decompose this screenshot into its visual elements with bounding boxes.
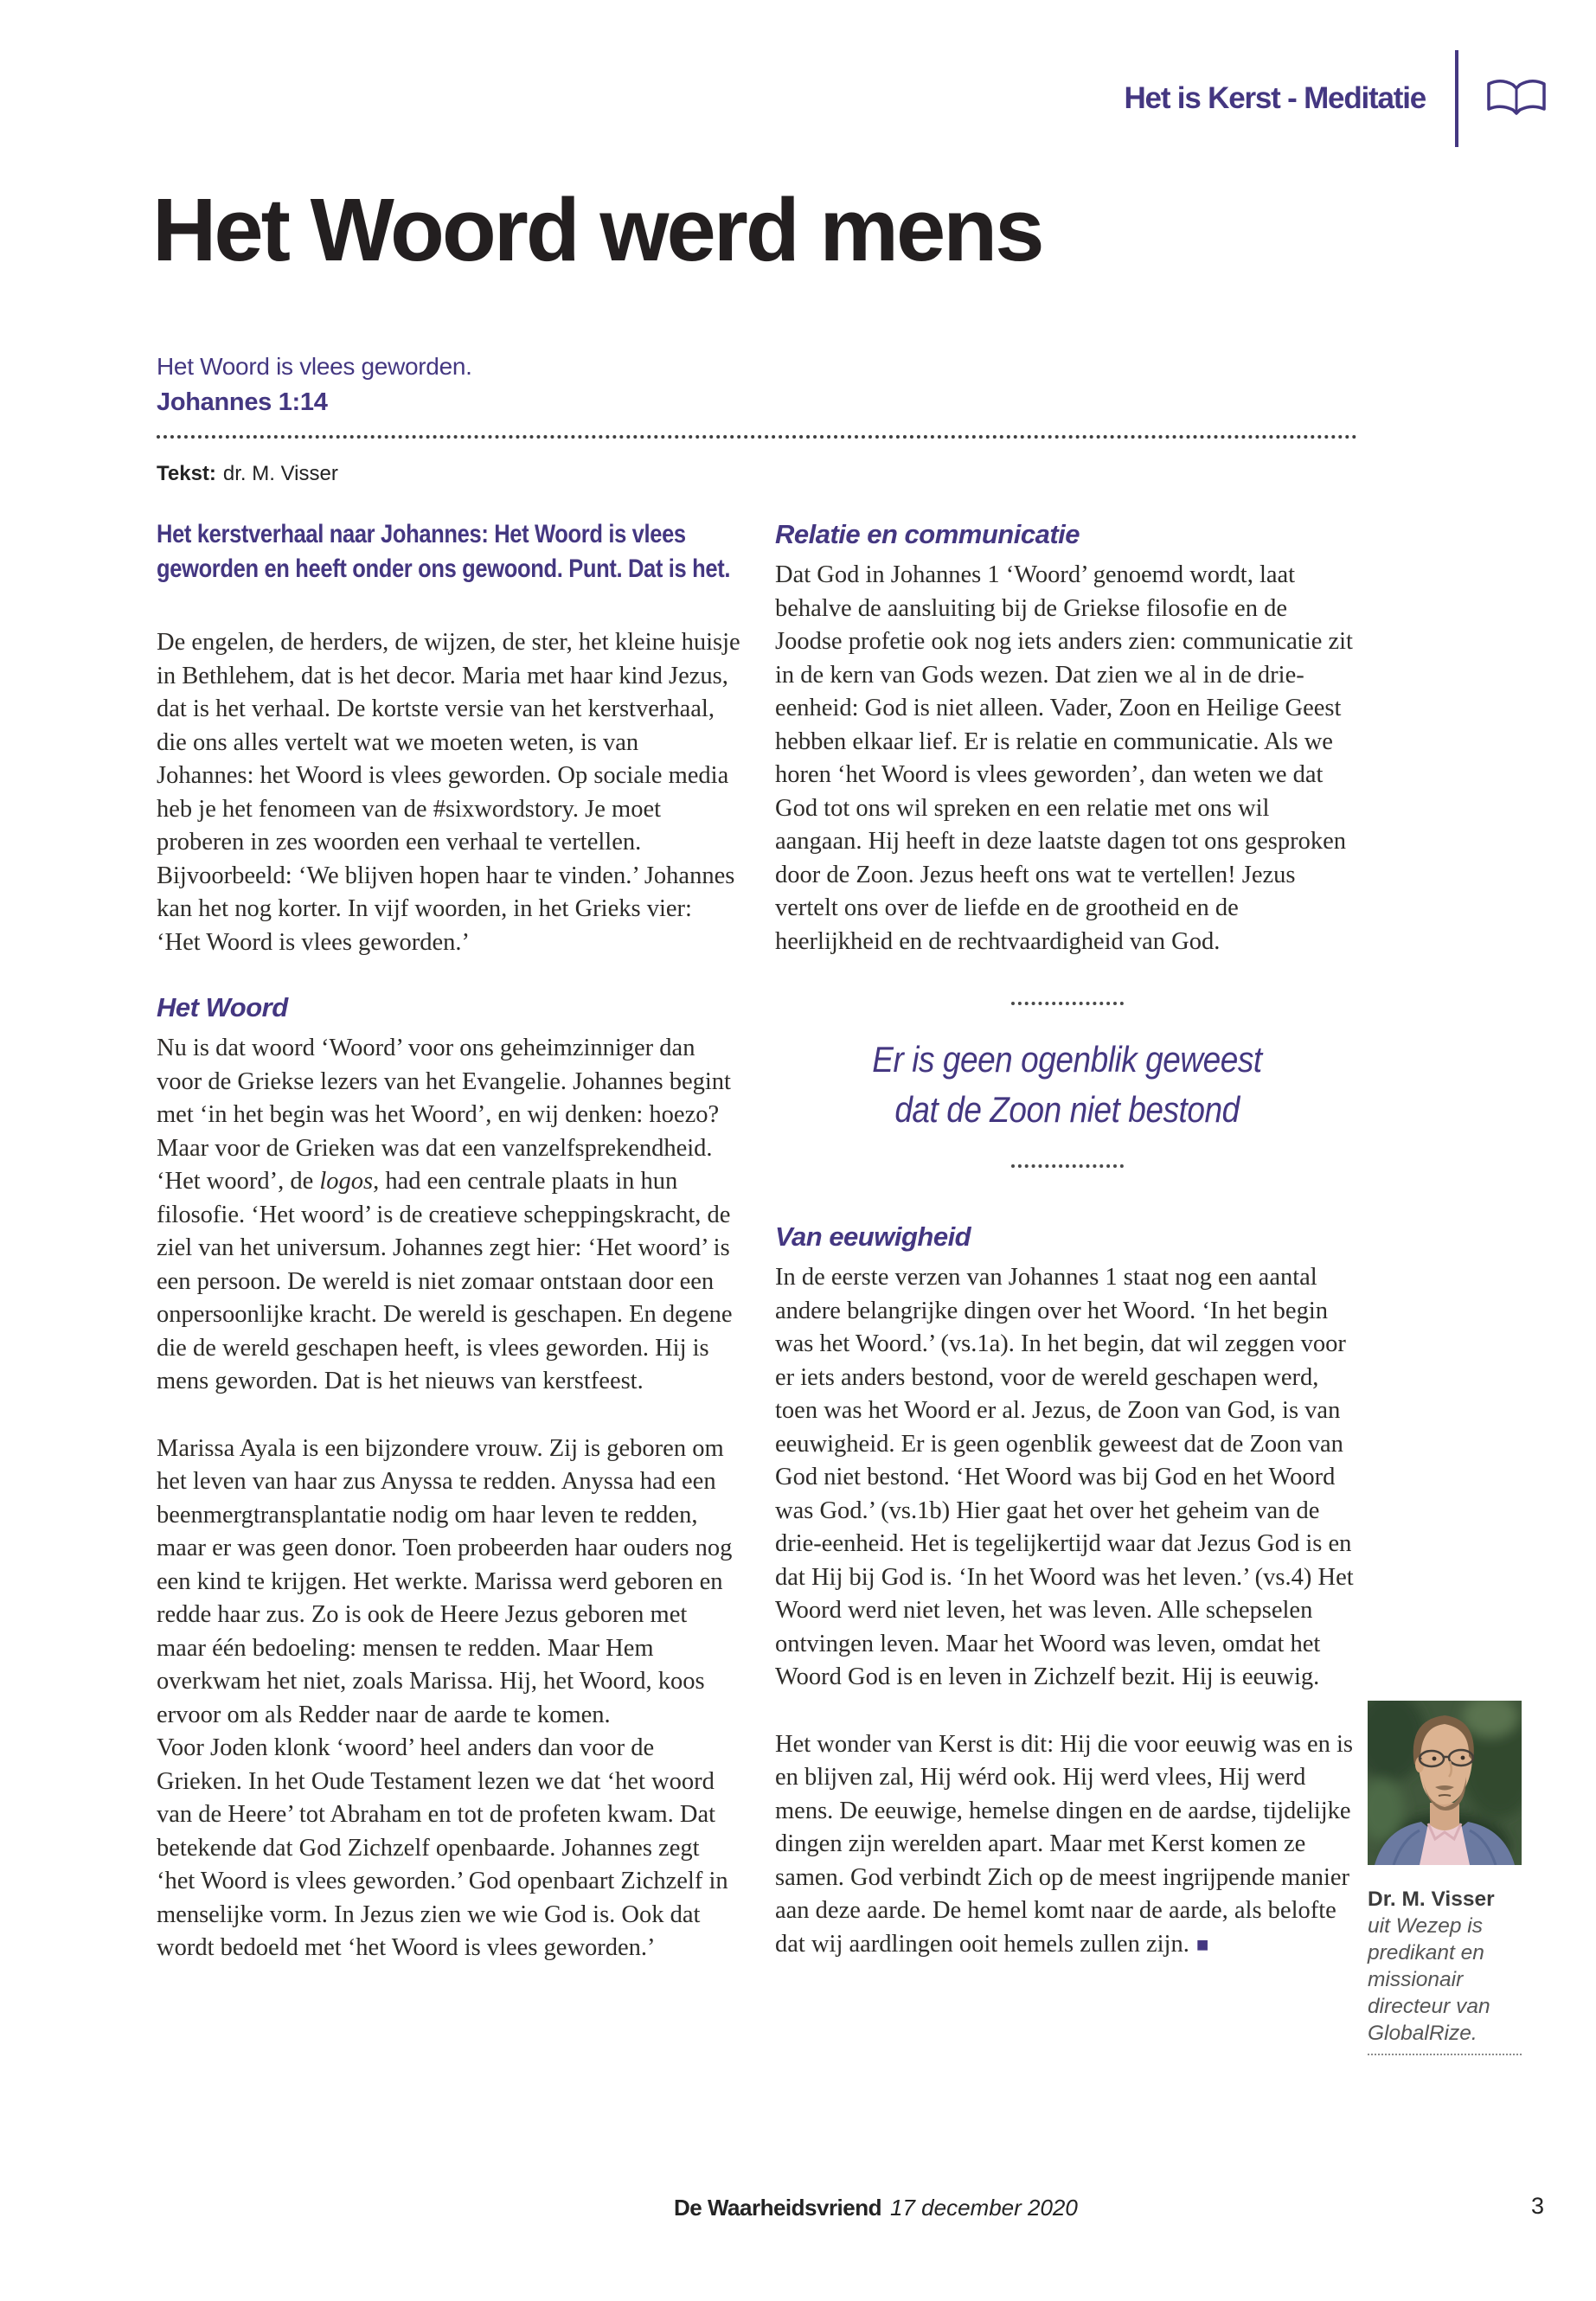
- section-heading-relatie: Relatie en communicatie: [775, 519, 1080, 549]
- photo-caption: [1368, 1886, 1522, 2055]
- dotted-rule: [157, 435, 1357, 439]
- open-book-icon: [1484, 77, 1548, 120]
- page-footer: [674, 2195, 1078, 2221]
- section-heading-het-woord: Het Woord: [157, 992, 288, 1022]
- quote-line-1: Er is geen ogenblik geweest: [872, 1039, 1262, 1080]
- body-paragraph: Voor Joden klonk ‘woord’ heel anders dan voor de Grieken. In het Oude Testament lezen we dat ‘het woord van de Heere’ tot Abraham en tot de profeten kwam. Dat betekende dat God Zichzelf openbaarde. Johannes zegt ‘het Woord is vlees geworden.’ God openbaart Zichzelf in menselijke vorm. In Jezus zien we wie God is. Ook dat wordt bedoeld met ‘het Woord is vlees geworden.’: [157, 1734, 728, 1961]
- pull-quote-block: [775, 1002, 1359, 1168]
- page-kicker: [1124, 50, 1548, 147]
- author-bio: uit Wezep is predikant en missionair directeur van GlobalRize.: [1368, 1914, 1490, 2045]
- quote-line-2: dat de Zoon niet bestond: [894, 1089, 1240, 1130]
- verse-reference: Johannes 1:14: [157, 388, 328, 416]
- byline-name: dr. M. Visser: [222, 462, 338, 485]
- caption-dotted-rule: [1368, 2054, 1522, 2055]
- body-paragraph: In de eerste verzen van Johannes 1 staat nog een aantal andere belangrijke dingen over het Woord. ‘In het begin was het Woord.’ (vs.1a). In het begin, dat wil zeggen voor er iets anders bestond, voor de wereld geschapen werd, toen was het Woord er al. Jezus, de Zoon van God, is van eeuwigheid. Er is geen ogenblik geweest dat de Zoon van God niet bestond. ‘Het Woord was bij God en het Woord was God.’ (vs.1b) Hier gaat het over het geheim van de drie-eenheid. Het is tegelijkertijd waar dat Jezus God is en dat Hij bij God is. ‘In het Woord was het leven.’ (vs.4) Het Woord werd niet leven, het was leven. Alle schepselen ontvingen leven. Maar het Woord was leven, omdat het Woord God is en leven in Zichzelf bezit. Hij is eeuwig.: [775, 1264, 1354, 1690]
- italic-term-logos: logos: [319, 1168, 374, 1195]
- section-heading-van-eeuwigheid: Van eeuwigheid: [775, 1221, 971, 1252]
- kicker-label: Het is Kerst - Meditatie: [1124, 81, 1426, 115]
- byline: [157, 462, 338, 486]
- body-paragraph: [775, 1728, 1359, 1963]
- verse-block: [157, 353, 472, 417]
- author-photo: [1368, 1701, 1522, 1865]
- intro-paragraph: Het kerstverhaal naar Johannes: Het Woord is vlees geworden en heeft onder ons gewoond. Punt. Dat is het.: [157, 520, 731, 583]
- pull-quote: [811, 1035, 1324, 1135]
- paragraph-text: Het wonder van Kerst is dit: Hij die voor eeuwig was en is en blijven zal, Hij wérd ook. Hij werd vlees, Hij werd mens. De eeuwige, hemelse dingen en de aardse, tijdelijke dingen zijn werelden apart. Maar met Kerst komen ze samen. God verbindt Zich op de meest ingrijpende manier aan deze aarde. De hemel komt naar de aarde, als belofte dat wij aardlingen ooit hemels zullen zijn.: [775, 1730, 1354, 1958]
- column-right: [775, 517, 1359, 1965]
- dots-separator-top: [1011, 1002, 1124, 1005]
- body-paragraph: Marissa Ayala is een bijzondere vrouw. Zij is geboren om het leven van haar zus Anyssa te redden. Anyssa had een beenmergtransplantatie nodig om haar leven te redden, maar er was geen donor. Toen probeerden haar ouders nog een kind te krijgen. Het werkte. Marissa werd geboren en redde haar zus. Zo is ook de Heere Jezus geboren met maar één bedoeling: mensen te redden. Maar Hem overkwam het niet, zoals Marissa. Hij, het Woord, koos ervoor om als Redder naar de aarde te komen.: [157, 1434, 733, 1728]
- body-paragraph: Dat God in Johannes 1 ‘Woord’ genoemd wordt, laat behalve de aansluiting bij de Griekse filosofie en de Joodse profetie ook nog iets anders zien: communicatie zit in de kern van Gods wezen. Dat zien we al in de drie-eenheid: God is niet alleen. Vader, Zoon en Heilige Geest hebben elkaar lief. Er is relatie en communicatie. Als we horen ‘het Woord is vlees geworden’, dan weten we dat God tot ons wil spreken en een relatie met ons wil aangaan. Hij heeft in deze laatste dagen tot ons gesproken door de Zoon. Jezus heeft ons wat te vertellen! Jezus vertelt ons over de liefde en de grootheid en de heerlijkheid en de rechtvaardigheid van God.: [775, 561, 1353, 955]
- magazine-name: De Waarheidsvriend: [674, 2195, 882, 2221]
- author-rail: [1368, 1701, 1522, 2055]
- verse-line: Het Woord is vlees geworden.: [157, 353, 472, 380]
- byline-label: Tekst:: [157, 462, 216, 485]
- column-left: [157, 517, 740, 1965]
- paragraph-text: , had een centrale plaats in hun filosofie. ‘Het woord’ is de creatieve scheppingskracht, de ziel van het universum. Johannes zegt hier: ‘Het woord’ is een persoon. De wereld is niet zomaar ontstaan door een onpersoonlijke kracht. De wereld is geschapen. En degene die de wereld geschapen heeft, is vlees geworden. Hij is mens geworden. Dat is het nieuws van kerstfeest.: [157, 1168, 733, 1394]
- paragraph-text: Nu is dat woord ‘Woord’ voor ons geheimzinniger dan voor de Griekse lezers van het Evangelie. Johannes begint met ‘in het begin was het Woord’, en wij denken: hoezo? Maar voor de Grieken was dat een vanzelfsprekendheid. ‘Het woord’, de: [157, 1035, 731, 1195]
- issue-date: 17 december 2020: [890, 2195, 1078, 2221]
- page-number: 3: [1530, 2193, 1544, 2219]
- author-name: Dr. M. Visser: [1368, 1888, 1495, 1911]
- article-body: [157, 517, 1359, 1965]
- end-of-article-marker: ■: [1195, 1932, 1209, 1957]
- article-title: Het Woord werd mens: [152, 180, 1042, 279]
- dots-separator-bottom: [1011, 1164, 1124, 1168]
- kicker-divider: [1455, 50, 1458, 147]
- body-paragraph: De engelen, de herders, de wijzen, de ster, het kleine huisje in Bethlehem, dat is het decor. Maria met haar kind Jezus, dat is het verhaal. De kortste versie van het kerstverhaal, die ons alles vertelt wat we moeten weten, is van Johannes: het Woord is vlees geworden. Op sociale media heb je het fenomeen van de #sixwordstory. Je moet proberen in zes woorden een verhaal te vertellen. Bijvoorbeeld: ‘We blijven hopen haar te vinden.’ Johannes kan het nog korter. In vijf woorden, in het Grieks vier: ‘Het Woord is vlees geworden.’: [157, 629, 740, 956]
- body-paragraph: [157, 1032, 740, 1399]
